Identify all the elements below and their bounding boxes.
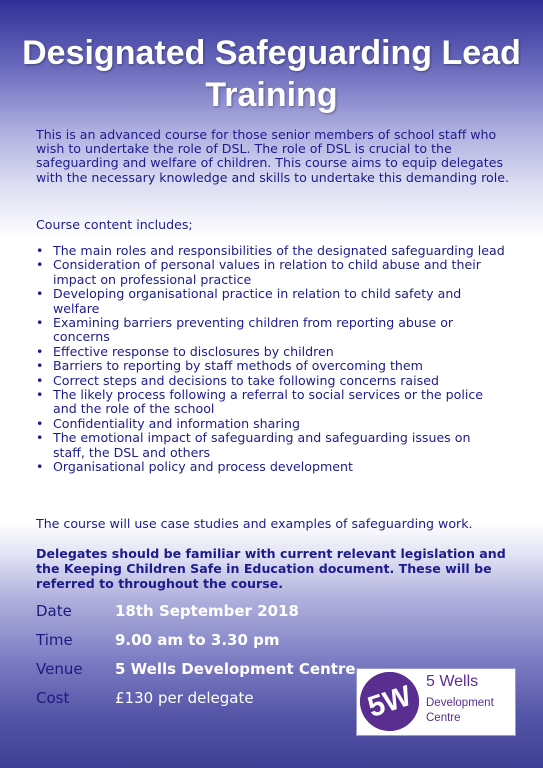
delegates-requirement-note: Delegates should be familiar with current relevant legislation and the Keeping Children Safe in Education document. These will be referred to throughout the course. bbox=[36, 546, 506, 591]
list-item: • Correct steps and decisions to take following concerns raised bbox=[36, 374, 506, 388]
list-item: • Effective response to disclosures by children bbox=[36, 345, 506, 359]
5w-logo-mark bbox=[360, 672, 419, 731]
cost-label: Cost bbox=[36, 689, 70, 707]
date-value: 18th September 2018 bbox=[115, 602, 299, 620]
logo-subtitle: Development Centre bbox=[426, 697, 494, 724]
course-details bbox=[36, 602, 366, 718]
cost-row bbox=[36, 689, 366, 718]
list-item: • Developing organisational practice in relation to child safety and welfare bbox=[36, 287, 506, 316]
logo-name: 5 Wells bbox=[426, 673, 479, 690]
5-wells-logo bbox=[356, 668, 516, 736]
date-row bbox=[36, 602, 366, 631]
date-label: Date bbox=[36, 602, 72, 620]
list-item: • Organisational policy and process development bbox=[36, 460, 506, 474]
course-content-list bbox=[36, 244, 506, 475]
list-item: • Examining barriers preventing children from reporting abuse or concerns bbox=[36, 316, 506, 345]
time-row bbox=[36, 631, 366, 660]
venue-label: Venue bbox=[36, 660, 83, 678]
page-title: Designated Safeguarding Lead Training bbox=[22, 34, 521, 114]
list-item: • The likely process following a referral to social services or the police and the role of the school bbox=[36, 388, 506, 417]
logo-mark-text: 5W bbox=[364, 680, 416, 724]
cost-value: £130 per delegate bbox=[115, 689, 254, 707]
list-item: • The main roles and responsibilities of the designated safeguarding lead bbox=[36, 244, 506, 258]
course-method-note: The course will use case studies and examples of safeguarding work. bbox=[36, 516, 473, 531]
course-intro: This is an advanced course for those senior members of school staff who wish to undertake the role of DSL. The role of DSL is crucial to the safeguarding and welfare of children. This course aims to equip delegates with the necessary knowledge and skills to undertake this demanding role. bbox=[36, 127, 509, 185]
time-value: 9.00 am to 3.30 pm bbox=[115, 631, 280, 649]
list-item: • Confidentiality and information sharing bbox=[36, 417, 506, 431]
logo-mark-graphic bbox=[360, 672, 419, 731]
list-item: • Barriers to reporting by staff methods of overcoming them bbox=[36, 359, 506, 373]
list-item: • The emotional impact of safeguarding and safeguarding issues on staff, the DSL and others bbox=[36, 431, 506, 460]
venue-value: 5 Wells Development Centre bbox=[115, 660, 356, 678]
venue-row bbox=[36, 660, 366, 689]
time-label: Time bbox=[36, 631, 73, 649]
list-item: • Consideration of personal values in relation to child abuse and their impact on professional practice bbox=[36, 258, 506, 287]
course-content-heading: Course content includes; bbox=[36, 217, 193, 232]
